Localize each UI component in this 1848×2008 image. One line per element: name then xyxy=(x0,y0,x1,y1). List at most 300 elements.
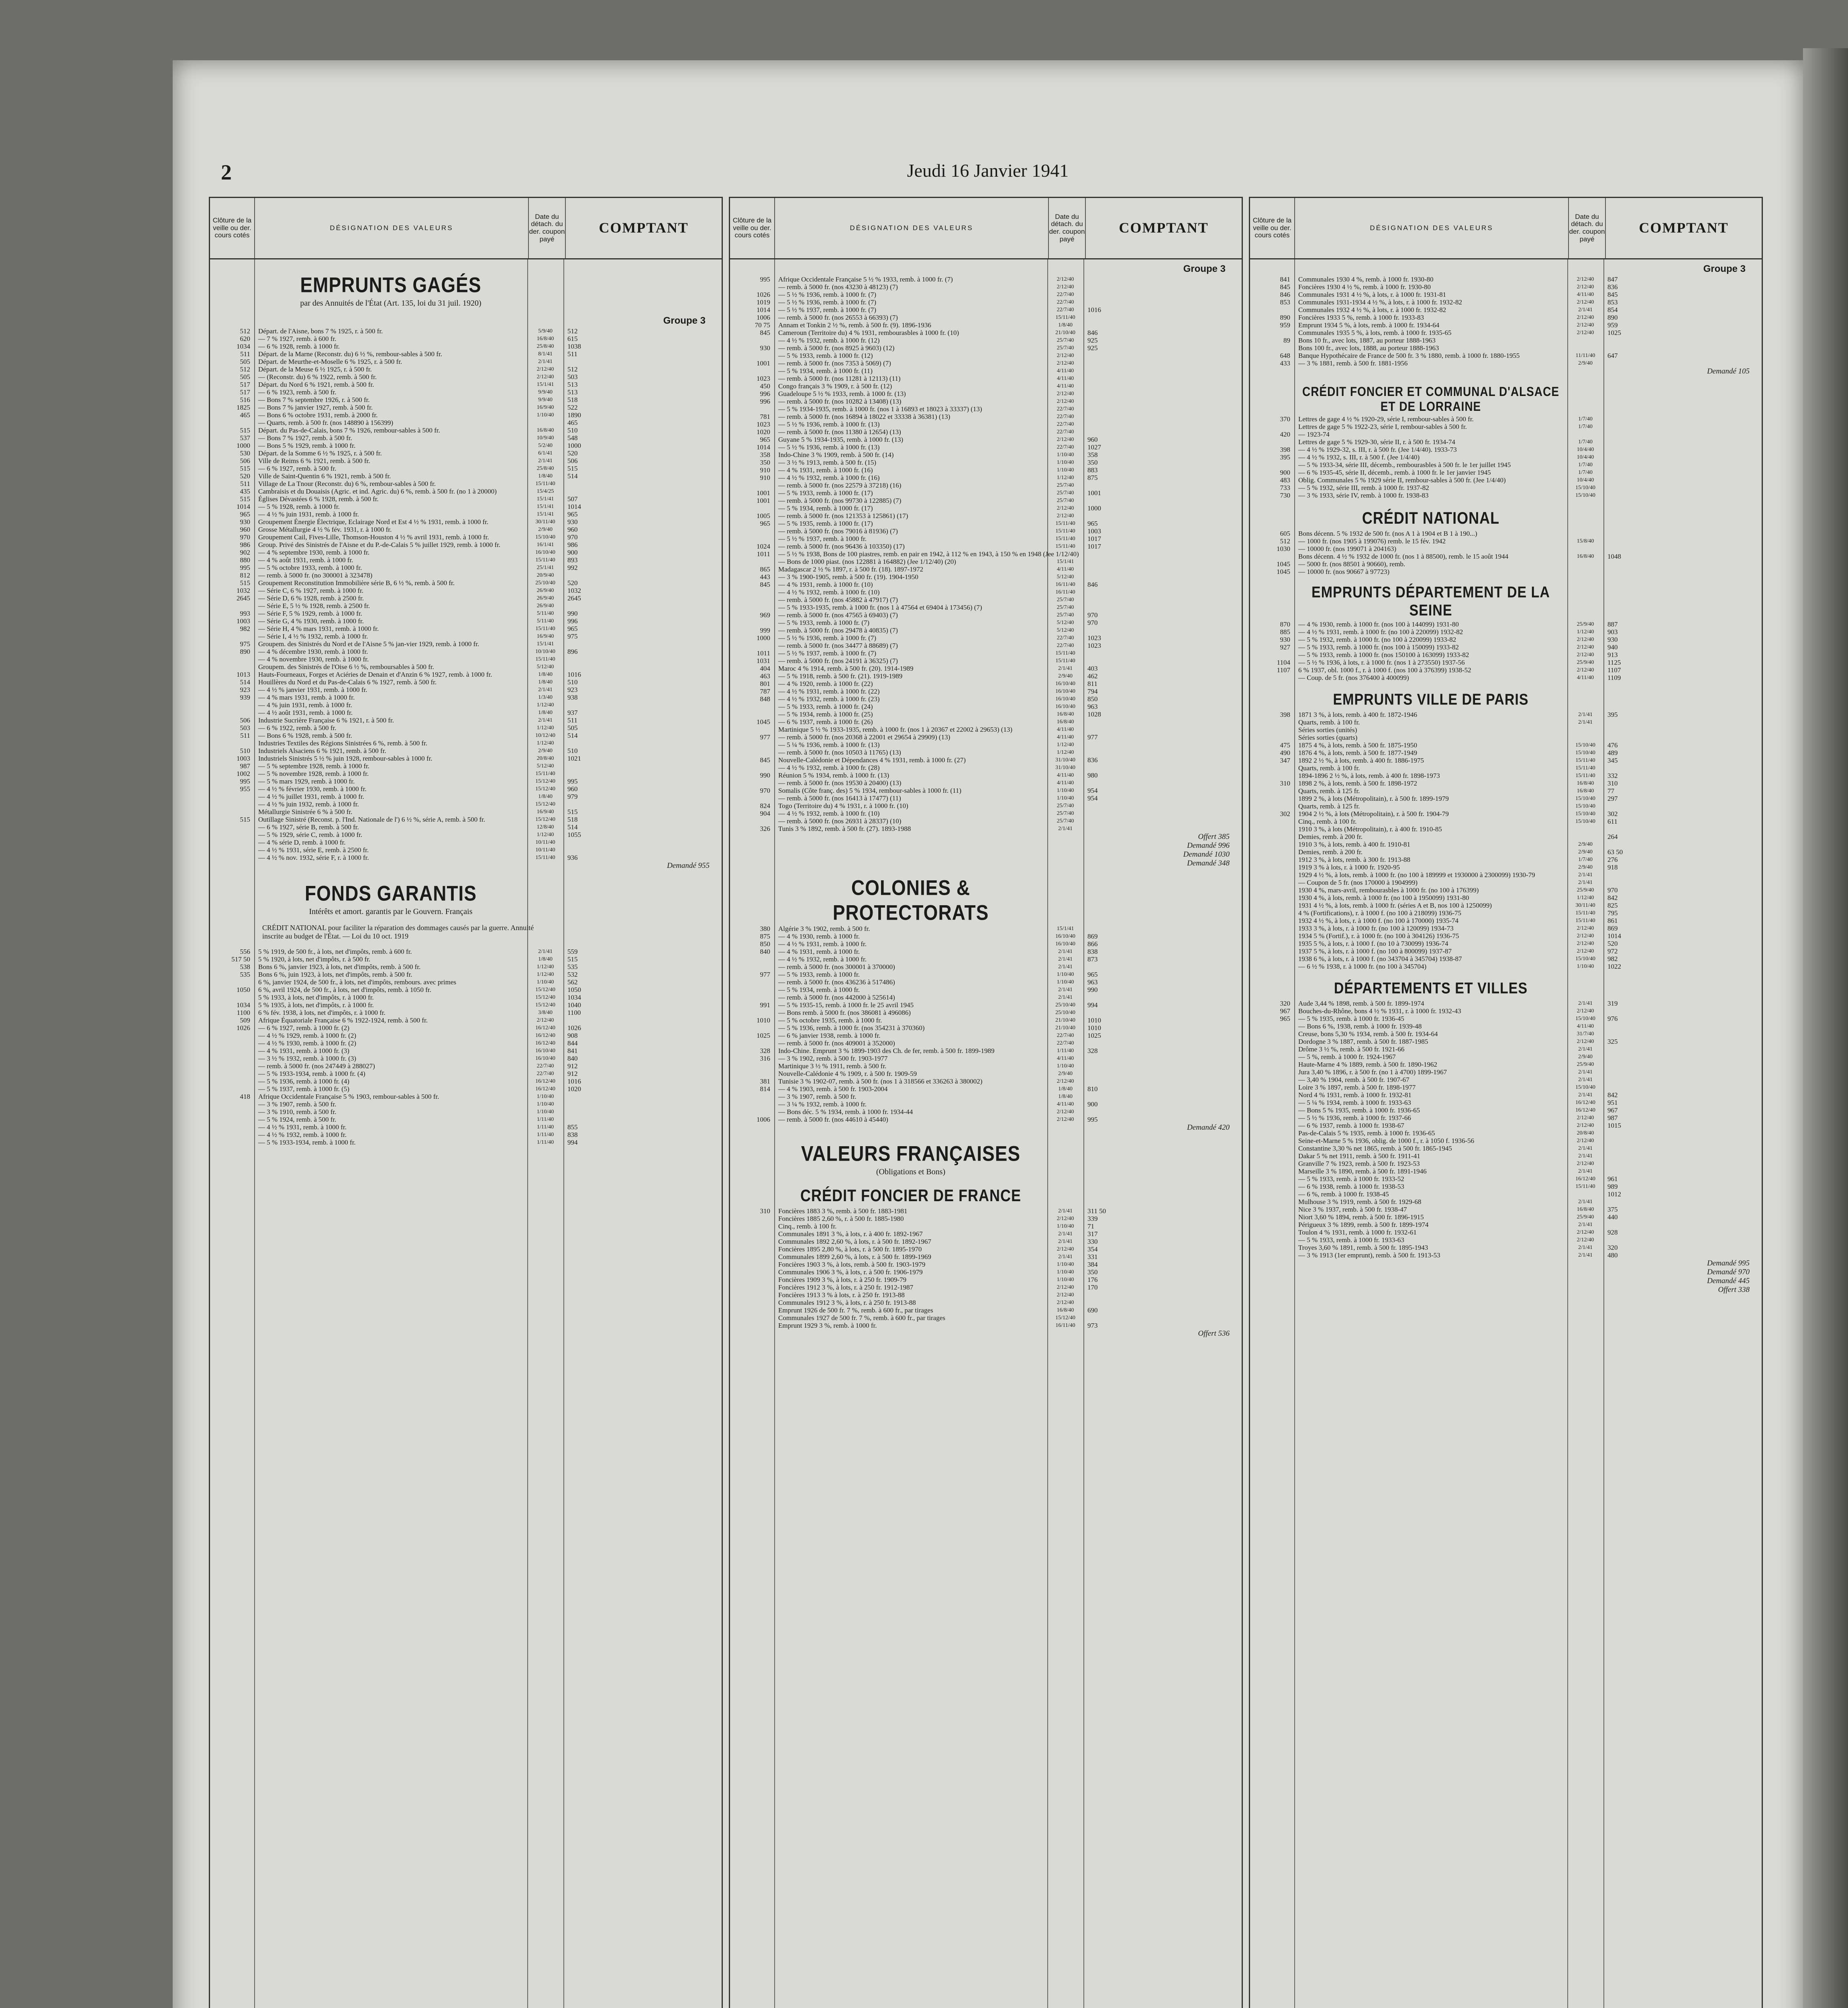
security-designation: Togo (Territoire du) 4 % 1931, r. à 1000 fr. (10) xyxy=(778,802,908,810)
table-row xyxy=(210,1131,722,1139)
security-designation: Bons 100 fr., avec lots, 1888, au porteur 1888-1963 xyxy=(1298,344,1439,352)
security-designation: — 4 ½ % janvier 1931, remb. à 1000 fr. xyxy=(258,686,367,694)
last-price xyxy=(1250,1053,1294,1061)
security-designation: — 4 % août 1931, remb. à 1000 fr. xyxy=(258,556,353,564)
security-designation: — 4 ½ août 1931, remb. à 1000 fr. xyxy=(258,709,353,716)
cash-price: 611 xyxy=(1607,818,1618,825)
cash-price: 520 xyxy=(567,449,578,457)
cash-price xyxy=(1603,1053,1762,1061)
coupon-date: 15/11/40 xyxy=(535,626,555,632)
last-price: 380 xyxy=(760,925,770,933)
coupon-date: 4/11/40 xyxy=(1577,292,1594,298)
coupon-date: 16/10/40 xyxy=(1055,704,1075,710)
table-row xyxy=(1250,469,1762,476)
cash-price: 1050 xyxy=(567,986,581,994)
coupon-date: 4/11/40 xyxy=(1057,1101,1074,1107)
security-designation: — 6 % 1935-45, série II, décemb., remb. à 1000 fr. le 1er janvier 1945 xyxy=(1298,469,1491,476)
cash-price: 506 xyxy=(567,457,578,465)
table-row xyxy=(730,940,1242,948)
last-price xyxy=(1250,932,1294,940)
coupon-date: 1/7/40 xyxy=(1578,439,1593,445)
table-row xyxy=(210,994,722,1001)
table-row xyxy=(1250,476,1762,484)
security-designation: — 4 % mars 1931, remb. à 1000 fr. xyxy=(258,694,355,701)
security-designation: Algérie 3 % 1902, remb. à 500 fr. xyxy=(778,925,870,933)
cash-price xyxy=(1083,405,1242,413)
cash-price: 930 xyxy=(567,518,578,526)
security-designation: Églises Dévastées 6 % 1928, remb. à 500 fr. xyxy=(258,495,379,503)
last-price: 1003 xyxy=(237,617,250,625)
table-row xyxy=(730,1215,1242,1222)
cash-price xyxy=(1083,497,1242,504)
last-price xyxy=(730,504,774,512)
table-row xyxy=(730,512,1242,520)
coupon-date: 1/10/40 xyxy=(536,412,554,418)
table-row xyxy=(730,504,1242,512)
last-price xyxy=(1250,1099,1294,1106)
coupon-date: 15/11/40 xyxy=(1055,658,1075,664)
last-price: 1023 xyxy=(757,420,770,428)
security-designation: 1904 2 ½ %, à lots (Métropolitain), r. à 500 fr. 1904-79 xyxy=(1298,810,1449,818)
table-row xyxy=(210,365,722,373)
cash-price xyxy=(1083,1055,1242,1062)
cash-price: 838 xyxy=(1087,948,1098,955)
table-row xyxy=(730,1207,1242,1215)
coupon-date: 2/12/40 xyxy=(1577,322,1594,328)
column-header xyxy=(210,198,722,259)
last-price: 995 xyxy=(240,777,250,785)
security-designation: — 4 ½ % 1932, remb. à 1000 fr. xyxy=(778,955,867,963)
page-header xyxy=(173,160,1803,196)
last-price xyxy=(1250,1228,1294,1236)
security-designation: Départ. du Nord 6 % 1921, remb. à 500 fr. xyxy=(258,381,374,388)
last-price: 302 xyxy=(1280,810,1290,818)
table-row xyxy=(210,419,722,426)
security-designation: Banque Hypothécaire de France de 500 fr. 3 % 1880, remb. à 1000 fr. 1880-1955 xyxy=(1298,352,1520,359)
cash-price: 332 xyxy=(1607,772,1618,780)
last-price xyxy=(210,1116,254,1123)
security-designation: Industries Textiles des Régions Sinistrées 6 %, remb. à 500 fr. xyxy=(258,739,428,747)
security-designation: — 5 % 1933, remb. à 1000 fr. 1933-52 xyxy=(1298,1175,1404,1183)
table-row xyxy=(730,482,1242,489)
header-cloture: Clôture de la veille ou der. cours cotés xyxy=(730,198,775,258)
cash-price: 855 xyxy=(567,1123,578,1131)
coupon-date: 2/12/40 xyxy=(1577,299,1594,305)
cash-price: 979 xyxy=(567,793,578,800)
coupon-date: 15/10/40 xyxy=(1575,796,1595,802)
coupon-date: 22/7/40 xyxy=(1057,444,1074,450)
coupon-date: 1/8/40 xyxy=(538,473,553,479)
last-price: 904 xyxy=(760,810,770,817)
coupon-date: 15/1/41 xyxy=(536,496,554,502)
last-price: 900 xyxy=(1280,469,1290,476)
security-designation: — 4 ½ % 1931, remb. à 1000 fr. (22) xyxy=(778,688,880,695)
security-designation: — 5 ½ % 1936, remb. à 1000 fr. (7) xyxy=(778,291,877,298)
last-price xyxy=(1250,772,1294,780)
cash-price: 883 xyxy=(1087,466,1098,474)
security-designation: — remb. à 5000 fr. (nos 22579 à 37218) (16) xyxy=(778,482,902,489)
table-row xyxy=(1250,530,1762,537)
last-price: 995 xyxy=(760,275,770,283)
security-designation: — remb. à 5000 fr. (nos 26553 à 66393) (7) xyxy=(778,314,898,321)
cash-price: 846 xyxy=(1087,581,1098,588)
coupon-date: 5/12/40 xyxy=(536,763,554,769)
security-designation: 1934 5 % (Fortif.), r. à 1000 fr. (no 100 à 304126) 1936-75 xyxy=(1298,932,1459,940)
security-designation: Bons 6 %, juin 1923, à lots, net d'impôts, remb. à 500 fr. xyxy=(258,971,412,978)
coupon-date xyxy=(1567,344,1603,352)
last-price: 781 xyxy=(760,413,770,420)
cash-price: 842 xyxy=(1607,1091,1618,1099)
coupon-date: 4/11/40 xyxy=(1057,375,1074,382)
cash-price xyxy=(1083,314,1242,321)
table-row xyxy=(1250,620,1762,628)
cash-price: 937 xyxy=(567,709,578,716)
table-row xyxy=(210,955,722,963)
coupon-date: 16/8/40 xyxy=(1057,1307,1074,1313)
table-row xyxy=(730,558,1242,565)
demand-note: Offert 338 xyxy=(1718,1286,1750,1294)
coupon-date: 1/10/40 xyxy=(1057,979,1074,985)
table-row xyxy=(730,459,1242,466)
cash-price: 1001 xyxy=(1087,489,1101,497)
security-designation: — remb. à 5000 fr. (nos 121353 à 125861) (17) xyxy=(778,512,908,520)
table-row xyxy=(1250,787,1762,795)
table-row xyxy=(1250,818,1762,825)
table-row xyxy=(1250,1061,1762,1068)
security-designation: 1930 4 %, mars-avril, rembourasbles à 1000 fr. (no 100 à 176399) xyxy=(1298,886,1479,894)
table-row xyxy=(1250,344,1762,352)
last-price: 620 xyxy=(240,335,250,343)
last-price: 505 xyxy=(240,358,250,365)
table-row xyxy=(730,680,1242,688)
coupon-date: 16/10/40 xyxy=(535,549,555,555)
cash-price: 794 xyxy=(1087,688,1098,695)
security-designation: — Bons 7 % septembre 1926, r. à 500 fr. xyxy=(258,396,370,404)
demand-note: Demandé 996 xyxy=(1187,841,1230,850)
table-row xyxy=(1250,1244,1762,1251)
cash-price: 489 xyxy=(1607,749,1618,757)
coupon-date: 1/12/40 xyxy=(536,740,554,746)
security-designation: — 4 % 1931, remb. à 1000 fr. (3) xyxy=(258,1047,350,1055)
security-designation: — 4 ½ % 1931, remb. à 1000 fr. xyxy=(778,940,867,948)
cash-price: 900 xyxy=(567,549,578,556)
cash-price: 841 xyxy=(567,1047,578,1055)
coupon-date: 2/12/40 xyxy=(1577,1008,1594,1014)
cash-price xyxy=(563,1093,722,1100)
security-designation: Foncières 1903 3 %, à lots, remb. à 500 fr. 1903-1979 xyxy=(778,1261,926,1268)
coupon-date: 3/8/40 xyxy=(538,1010,553,1016)
last-price: 490 xyxy=(1280,749,1290,757)
security-designation: — 4 % novembre 1930, remb. à 1000 fr. xyxy=(258,655,369,663)
table-row xyxy=(210,381,722,388)
security-designation: 1935 5 %, à lots, r. à 1000 f. (no 10 à 730099) 1936-74 xyxy=(1298,940,1448,947)
coupon-date: 2/1/41 xyxy=(1058,987,1073,993)
table-row xyxy=(1250,651,1762,659)
cash-price xyxy=(1603,438,1762,446)
security-designation: — 4 ½ % juillet 1931, remb. à 1000 fr. xyxy=(258,793,364,800)
security-designation: Madagascar 2 ½ % 1897, r. à 500 fr. (18). 1897-1972 xyxy=(778,565,924,573)
cash-price: 992 xyxy=(567,564,578,571)
last-price: 517 xyxy=(240,381,250,388)
last-price xyxy=(210,1077,254,1085)
last-price: 977 xyxy=(760,733,770,741)
security-designation: Cinq., remb. à 100 fr. xyxy=(778,1222,837,1230)
security-designation: — Série F, 5 % 1929, remb. à 1000 fr. xyxy=(258,610,362,617)
last-price: 538 xyxy=(240,963,250,971)
coupon-date: 2/12/40 xyxy=(1577,314,1594,320)
coupon-date: 16/10/40 xyxy=(535,1048,555,1054)
cash-price: 959 xyxy=(1607,321,1618,329)
last-price: 433 xyxy=(1280,359,1290,367)
security-designation: — remb. à 5000 fr. (no 300001 à 323478) xyxy=(258,571,373,579)
section-title: CRÉDIT NATIONAL xyxy=(1362,508,1500,527)
security-designation: — 4 % décembre 1930, remb. à 1000 fr. xyxy=(258,648,368,655)
security-designation: Communales 1891 3 %, à lots, r. à 400 fr. 1892-1967 xyxy=(778,1230,923,1238)
cash-price: 1034 xyxy=(567,994,581,1001)
security-designation: — 4 ½ % 1931, remb. à 1000 fr. (no 100 à 220099) 1932-82 xyxy=(1298,628,1463,636)
last-price xyxy=(730,367,774,375)
table-row xyxy=(1250,446,1762,453)
security-designation: — remb. à 5000 fr. (nos 16413 à 17477) (11) xyxy=(778,794,901,802)
cash-price: 1028 xyxy=(1087,710,1101,718)
last-price: 512 xyxy=(240,365,250,373)
cash-price: 522 xyxy=(567,404,578,411)
cash-price xyxy=(563,1108,722,1116)
section-title: COLONIES & PROTECTORATS xyxy=(832,875,989,924)
last-price xyxy=(1250,924,1294,932)
last-price xyxy=(730,1009,774,1016)
security-designation: — remb. à 5000 fr. (nos 442000 à 525614) xyxy=(778,994,895,1001)
table-row xyxy=(1250,1015,1762,1022)
cash-price: 990 xyxy=(567,610,578,617)
last-price: 1034 xyxy=(237,1001,250,1009)
table-row xyxy=(1250,306,1762,314)
coupon-date: 16/8/40 xyxy=(1577,1206,1594,1212)
security-designation: — 3 ½ % 1932, remb. à 1000 fr. (3) xyxy=(258,1055,357,1062)
security-designation: — 5 %, remb. à 1000 fr. 1924-1967 xyxy=(1298,1053,1396,1061)
cash-price: 977 xyxy=(1087,733,1098,741)
security-designation: — remb. à 5000 fr. (nos 11380 à 12654) (13) xyxy=(778,428,901,436)
security-designation: Grosse Métallurgie 4 ½ % fév. 1931, r. à 1000 fr. xyxy=(258,526,392,533)
table-row xyxy=(210,808,722,816)
table-row xyxy=(730,688,1242,695)
last-price xyxy=(730,1024,774,1032)
table-row xyxy=(1250,423,1762,431)
table-row xyxy=(210,823,722,831)
coupon-date: 4/11/40 xyxy=(1057,726,1074,733)
last-price xyxy=(730,955,774,963)
cash-price: 960 xyxy=(567,785,578,793)
last-price: 865 xyxy=(760,565,770,573)
table-row xyxy=(210,732,722,739)
table-row xyxy=(1250,1000,1762,1007)
column-body xyxy=(730,259,1242,2008)
last-price xyxy=(1250,438,1294,446)
security-designation: — 6 % 1922, remb. à 500 fr. xyxy=(258,724,337,732)
coupon-date: 2/12/40 xyxy=(1057,513,1074,519)
coupon-date: 2/1/41 xyxy=(1578,1092,1593,1098)
table-row xyxy=(210,671,722,678)
section-title: FONDS GARANTIS xyxy=(305,881,477,905)
coupon-date: 25/7/40 xyxy=(1057,810,1074,816)
security-designation: — 6 % 1927, remb. à 1000 fr. (2) xyxy=(258,1024,350,1032)
last-price: 535 xyxy=(240,971,250,978)
table-row xyxy=(1250,415,1762,423)
security-designation: 1910 3 %, à lots, remb. à 400 fr. 1910-81 xyxy=(1298,841,1411,848)
cash-price: 844 xyxy=(567,1039,578,1047)
security-designation: 1930 4 %, à lots, remb. à 1000 fr. (no 100 à 1950099) 1931-80 xyxy=(1298,894,1469,902)
coupon-date: 22/7/40 xyxy=(1057,1033,1074,1039)
security-designation: Nouvelle-Calédonie et Dépendances 4 % 1931, remb. à 1000 fr. (27) xyxy=(778,756,966,764)
cash-price: 350 xyxy=(1087,1268,1098,1276)
last-price: 885 xyxy=(1280,628,1290,636)
coupon-date: 2/12/40 xyxy=(1577,652,1594,658)
last-price xyxy=(1250,1244,1294,1251)
cash-price: 350 xyxy=(1087,459,1098,466)
table-row xyxy=(210,510,722,518)
security-designation: Mulhouse 3 % 1919, remb. à 500 fr. 1929-68 xyxy=(1298,1198,1422,1206)
last-price xyxy=(1250,787,1294,795)
cash-price xyxy=(1083,1093,1242,1100)
last-price: 328 xyxy=(760,1047,770,1055)
cash-price xyxy=(1083,359,1242,367)
last-price: 1000 xyxy=(237,442,250,449)
last-price xyxy=(730,558,774,565)
cash-price xyxy=(1083,375,1242,382)
table-row xyxy=(210,800,722,808)
coupon-date: 2/12/40 xyxy=(1057,276,1074,282)
cash-price: 511 xyxy=(567,350,577,358)
cash-price xyxy=(1603,879,1762,886)
last-price: 1026 xyxy=(237,1024,250,1032)
table-row xyxy=(1250,947,1762,955)
cash-price: 850 xyxy=(1087,695,1098,703)
security-designation: — 6 % 1937, remb. à 1000 fr. (26) xyxy=(778,718,873,726)
coupon-date: 20/8/40 xyxy=(1577,1130,1594,1136)
security-designation: — 3 ½ % 1913, remb. à 500 fr. (15) xyxy=(778,459,877,466)
coupon-date: 16/9/40 xyxy=(536,809,554,815)
table-row xyxy=(210,655,722,663)
table-row xyxy=(1250,1068,1762,1076)
coupon-date: 2/12/40 xyxy=(1577,276,1594,282)
credit-national-note: CRÉDIT NATIONAL pour faciliter la réparation des dommages causés par la guerre. Annuité inscrite au budget de l'État. — Loi du 10 oct. 1919 xyxy=(262,924,534,940)
table-row xyxy=(210,1077,722,1085)
table-row xyxy=(730,749,1242,756)
table-row xyxy=(1250,1099,1762,1106)
table-row xyxy=(1250,1213,1762,1221)
security-designation: — 5 % 1932, remb. à 1000 fr. (no 100 à 220099) 1933-82 xyxy=(1298,636,1456,643)
cash-price: 996 xyxy=(567,617,578,625)
security-designation: — 5 % 1934, remb. à 1000 fr. (11) xyxy=(778,367,873,375)
coupon-date: 5/12/40 xyxy=(1057,620,1074,626)
table-row xyxy=(210,488,722,495)
last-price: 970 xyxy=(240,533,250,541)
cash-price xyxy=(1083,718,1242,726)
table-row xyxy=(730,642,1242,649)
coupon-date: 2/1/41 xyxy=(1058,1208,1073,1214)
coupon-date: 31/10/40 xyxy=(1055,757,1075,763)
coupon-date: 25/1/41 xyxy=(536,565,554,571)
security-designation: — 6 % 1928, remb. à 1000 fr. xyxy=(258,343,340,350)
cash-price xyxy=(1603,568,1762,575)
last-price xyxy=(1250,1022,1294,1030)
coupon-date: 4/11/40 xyxy=(1577,675,1594,681)
coupon-date: 2/9/40 xyxy=(1578,1054,1593,1060)
last-price xyxy=(210,823,254,831)
table-row xyxy=(730,588,1242,596)
cash-price xyxy=(1603,764,1762,772)
last-price: 1000 xyxy=(757,634,770,642)
coupon-date: 2/1/41 xyxy=(538,949,553,955)
coupon-date: 2/9/40 xyxy=(1578,864,1593,870)
security-designation: — 1000 fr. (nos 1905 à 199076) remb. le 15 fév. 1942 xyxy=(1298,537,1446,545)
cash-price: 690 xyxy=(1087,1306,1098,1314)
entry-list xyxy=(730,1207,1242,1329)
table-row xyxy=(1250,453,1762,461)
last-price xyxy=(730,817,774,825)
coupon-date: 25/7/40 xyxy=(1057,604,1074,610)
coupon-date: 2/1/41 xyxy=(1578,1252,1593,1258)
security-designation: — 5 ¼ % 1934, remb. à 1000 fr. 1933-63 xyxy=(1298,1099,1411,1106)
security-designation: — remb. à 5000 fr. (nos 29478 à 40835) (7) xyxy=(778,626,898,634)
security-designation: Communales 1931-1934 4 ½ %, à lots, r. à 1000 fr. 1932-82 xyxy=(1298,298,1462,306)
table-row xyxy=(1250,553,1762,560)
cash-price xyxy=(1083,1291,1242,1299)
cash-price: 1025 xyxy=(1087,1032,1101,1039)
cash-price xyxy=(1083,1009,1242,1016)
last-price: 801 xyxy=(760,680,770,688)
table-row xyxy=(1250,1022,1762,1030)
last-price xyxy=(1250,1137,1294,1145)
table-row xyxy=(210,579,722,587)
last-price xyxy=(730,1245,774,1253)
last-price xyxy=(210,1047,254,1055)
security-designation: Constantine 3,30 % net 1865, remb. à 500 fr. 1865-1945 xyxy=(1298,1145,1452,1152)
coupon-date: 4/11/40 xyxy=(1057,772,1074,778)
last-price: 2645 xyxy=(237,594,250,602)
last-price xyxy=(1250,1213,1294,1221)
coupon-date: 15/12/40 xyxy=(535,994,555,1000)
table-row xyxy=(1250,825,1762,833)
coupon-date: 1/11/40 xyxy=(536,1124,554,1130)
security-designation: Départ. de Meurthe-et-Moselle 6 % 1925, r. à 500 fr. xyxy=(258,358,402,365)
coupon-date: 2/9/40 xyxy=(1578,360,1593,366)
last-price: 510 xyxy=(240,747,250,755)
table-row xyxy=(730,779,1242,787)
entry-list xyxy=(210,327,722,861)
last-price: 1014 xyxy=(757,306,770,314)
last-price: 1001 xyxy=(757,359,770,367)
coupon-date: 9/9/40 xyxy=(538,389,553,395)
table-row xyxy=(1250,1228,1762,1236)
section-title: CRÉDIT FONCIER ET COMMUNAL D'ALSACE ET DE LORRAINE xyxy=(1302,384,1560,414)
last-price xyxy=(1250,871,1294,879)
coupon-date: 2/1/41 xyxy=(1578,1153,1593,1159)
table-row xyxy=(210,777,722,785)
table-row xyxy=(1250,749,1762,757)
table-row xyxy=(1250,291,1762,298)
table-row xyxy=(1250,329,1762,337)
cash-price xyxy=(1083,741,1242,749)
coupon-date: 2/1/41 xyxy=(538,717,553,723)
security-designation: — remb. à 5000 fr. (nos 11281 à 12113) (11) xyxy=(778,375,901,382)
last-price xyxy=(210,1123,254,1131)
cash-price: 954 xyxy=(1087,787,1098,794)
table-row xyxy=(730,619,1242,626)
coupon-date: 16/8/40 xyxy=(536,336,554,342)
last-price xyxy=(1250,1061,1294,1068)
security-designation: Seine-et-Marne 5 % 1936, oblig. de 1000 f., r. à 1050 f. 1936-56 xyxy=(1298,1137,1475,1145)
